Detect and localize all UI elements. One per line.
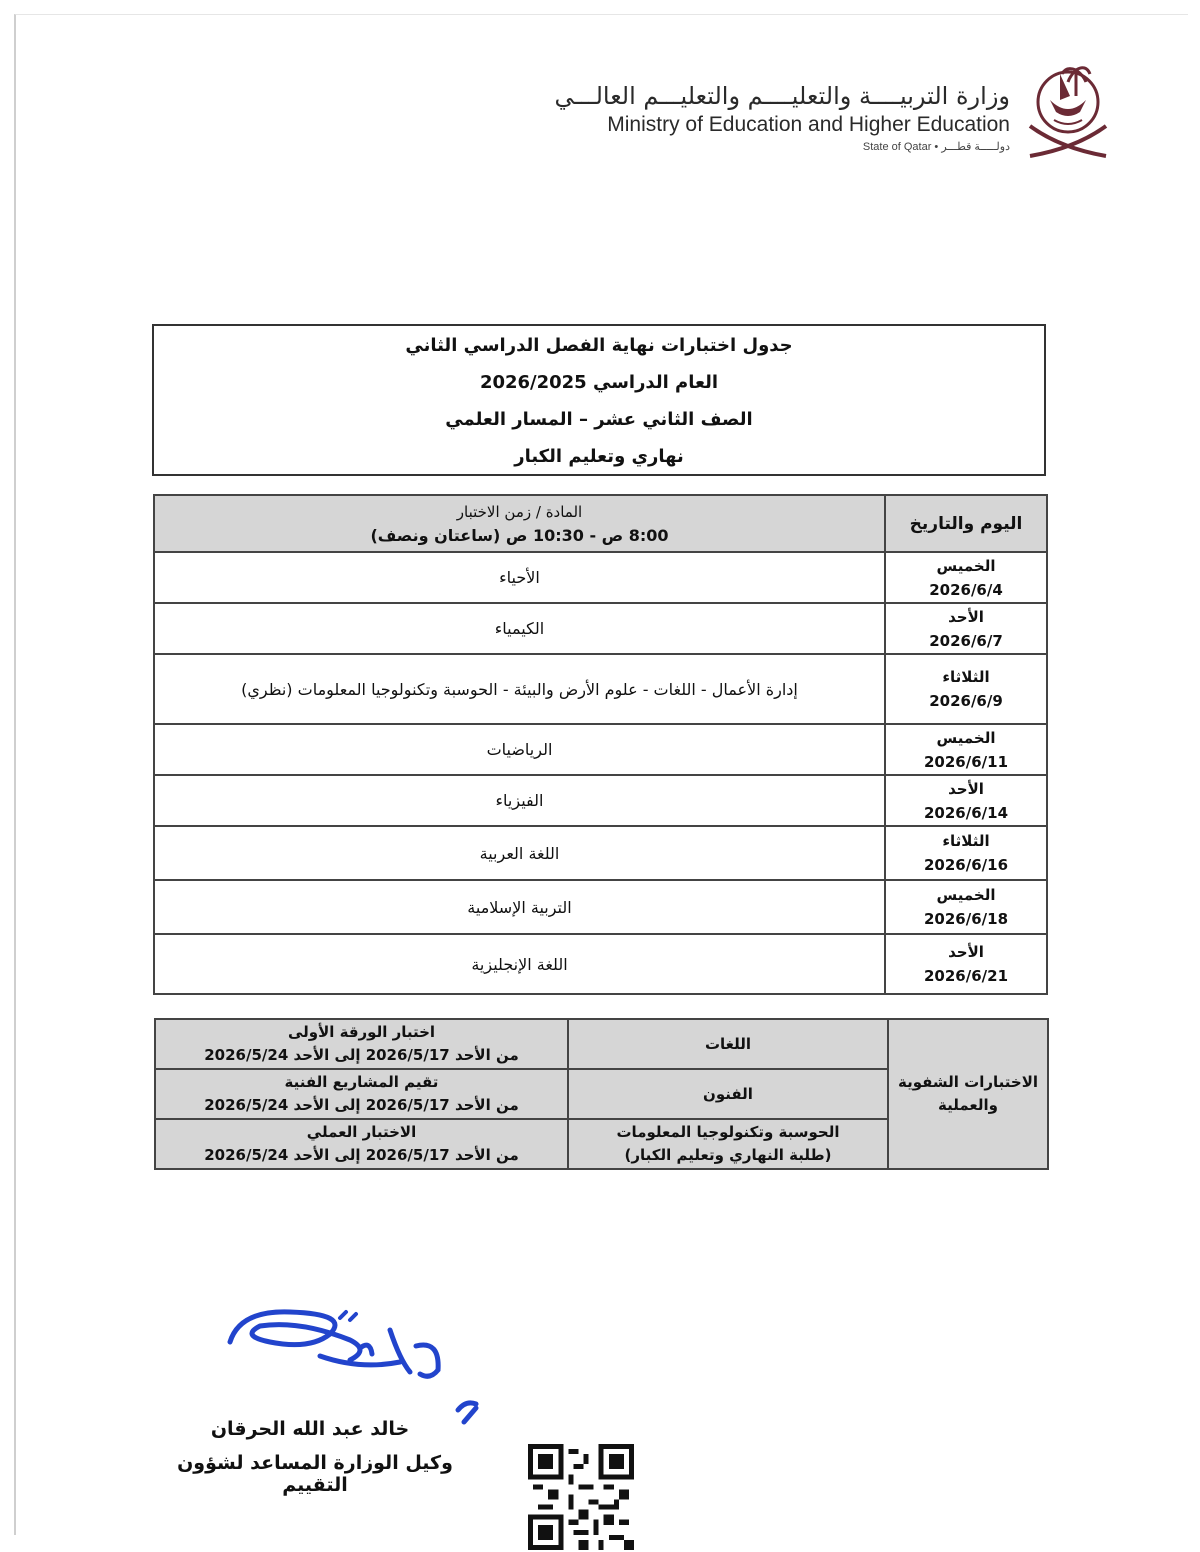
exam-kind-cell	[568, 1119, 888, 1169]
exam-window-cell	[155, 1019, 568, 1069]
day-date-cell	[885, 654, 1047, 724]
exam-kind-cell: اللغات	[568, 1019, 888, 1069]
table-row	[154, 880, 1047, 934]
header-subject-time	[154, 495, 885, 552]
exam-range: من الأحد 2026/5/17 إلى الأحد 2026/5/24	[204, 1046, 519, 1064]
day-name: الخميس	[936, 886, 996, 904]
day-name: الأحد	[948, 943, 984, 961]
qatar-emblem-icon	[1020, 56, 1116, 158]
header-day-date: اليوم والتاريخ	[885, 495, 1047, 552]
exam-schedule-table	[153, 494, 1048, 995]
subject-cell: الأحياء	[154, 552, 885, 603]
exam-date: 2026/6/16	[923, 856, 1009, 874]
exam-date: 2026/6/7	[929, 631, 1003, 650]
exam-date: 2026/6/18	[923, 910, 1009, 928]
header-exam-time: 8:00 ص - 10:30 ص (ساعتان ونصف)	[370, 525, 669, 545]
table-header-row	[154, 495, 1047, 552]
signatory-title: وكيل الوزارة المساعد لشؤون التقييم	[177, 1452, 453, 1496]
subject-cell: الرياضيات	[154, 724, 885, 775]
exam-date: 2026/6/11	[923, 752, 1009, 771]
exam-range: من الأحد 2026/5/17 إلى الأحد 2026/5/24	[204, 1096, 519, 1114]
oral-practical-table	[154, 1018, 1049, 1170]
day-name: الأحد	[948, 607, 984, 626]
title-line-2: العام الدراسي 2026/2025	[479, 372, 719, 393]
oral-practical-label: الاختبارات الشفوية والعملية	[888, 1019, 1048, 1169]
exam-date: 2026/6/9	[929, 692, 1003, 710]
day-date-cell	[885, 934, 1047, 994]
ministry-name-english: Ministry of Education and Higher Education	[607, 113, 1010, 136]
title-line-1: جدول اختبارات نهاية الفصل الدراسي الثاني	[405, 335, 793, 356]
day-name: الأحد	[948, 779, 984, 798]
exam-what: الاختبار العملي	[306, 1123, 417, 1141]
day-name: الخميس	[936, 556, 996, 575]
exam-date: 2026/6/21	[923, 967, 1009, 985]
day-name: الثلاثاء	[942, 668, 990, 686]
day-date-cell	[885, 552, 1047, 603]
exam-kind-line-1: الحوسبة وتكنولوجيا المعلومات	[616, 1123, 840, 1141]
subject-cell: اللغة العربية	[154, 826, 885, 880]
day-date-cell	[885, 724, 1047, 775]
day-date-cell	[885, 826, 1047, 880]
signatory-name: خالد عبد الله الحرقان	[210, 1418, 410, 1440]
exam-what: تقيم المشاريع الفنية	[284, 1073, 439, 1091]
title-line-4: نهاري وتعليم الكبار	[514, 446, 684, 467]
exam-date: 2026/6/4	[929, 580, 1003, 599]
exam-range: من الأحد 2026/5/17 إلى الأحد 2026/5/24	[204, 1146, 519, 1164]
exam-kind-line-2: (طلبة النهاري وتعليم الكبار)	[624, 1146, 832, 1164]
exam-date: 2026/6/14	[923, 803, 1009, 822]
header-subject-label: المادة / زمن الاختبار	[456, 502, 583, 521]
table-row	[154, 724, 1047, 775]
subject-cell: الفيزياء	[154, 775, 885, 826]
table-row	[155, 1019, 1048, 1069]
subject-cell: الكيمياء	[154, 603, 885, 654]
title-box	[152, 324, 1046, 476]
state-of-qatar-label: State of Qatar • دولـــــة قطـــر	[862, 141, 1010, 153]
ministry-header	[554, 52, 1120, 162]
qr-code-icon	[528, 1444, 634, 1550]
exam-kind-cell: الفنون	[568, 1069, 888, 1119]
exam-window-cell	[155, 1069, 568, 1119]
subject-cell: اللغة الإنجليزية	[154, 934, 885, 994]
day-name: الثلاثاء	[942, 832, 990, 850]
subject-cell: التربية الإسلامية	[154, 880, 885, 934]
table-row	[154, 826, 1047, 880]
title-line-3: الصف الثاني عشر – المسار العلمي	[445, 409, 753, 430]
day-date-cell	[885, 775, 1047, 826]
table-row	[154, 934, 1047, 994]
table-row	[154, 654, 1047, 724]
subject-cell: إدارة الأعمال - اللغات - علوم الأرض والبيئة - الحوسبة وتكنولوجيا المعلومات (نظري)	[154, 654, 885, 724]
day-name: الخميس	[936, 728, 996, 747]
table-row	[154, 552, 1047, 603]
day-date-cell	[885, 603, 1047, 654]
table-row	[154, 603, 1047, 654]
ministry-name-arabic: وزارة التربيــــة والتعليــــم والتعليـــم العالـــي	[554, 82, 1010, 110]
table-row	[154, 775, 1047, 826]
exam-window-cell	[155, 1119, 568, 1169]
handwritten-signature	[200, 1300, 500, 1430]
day-date-cell	[885, 880, 1047, 934]
exam-what: اختبار الورقة الأولى	[287, 1023, 436, 1041]
